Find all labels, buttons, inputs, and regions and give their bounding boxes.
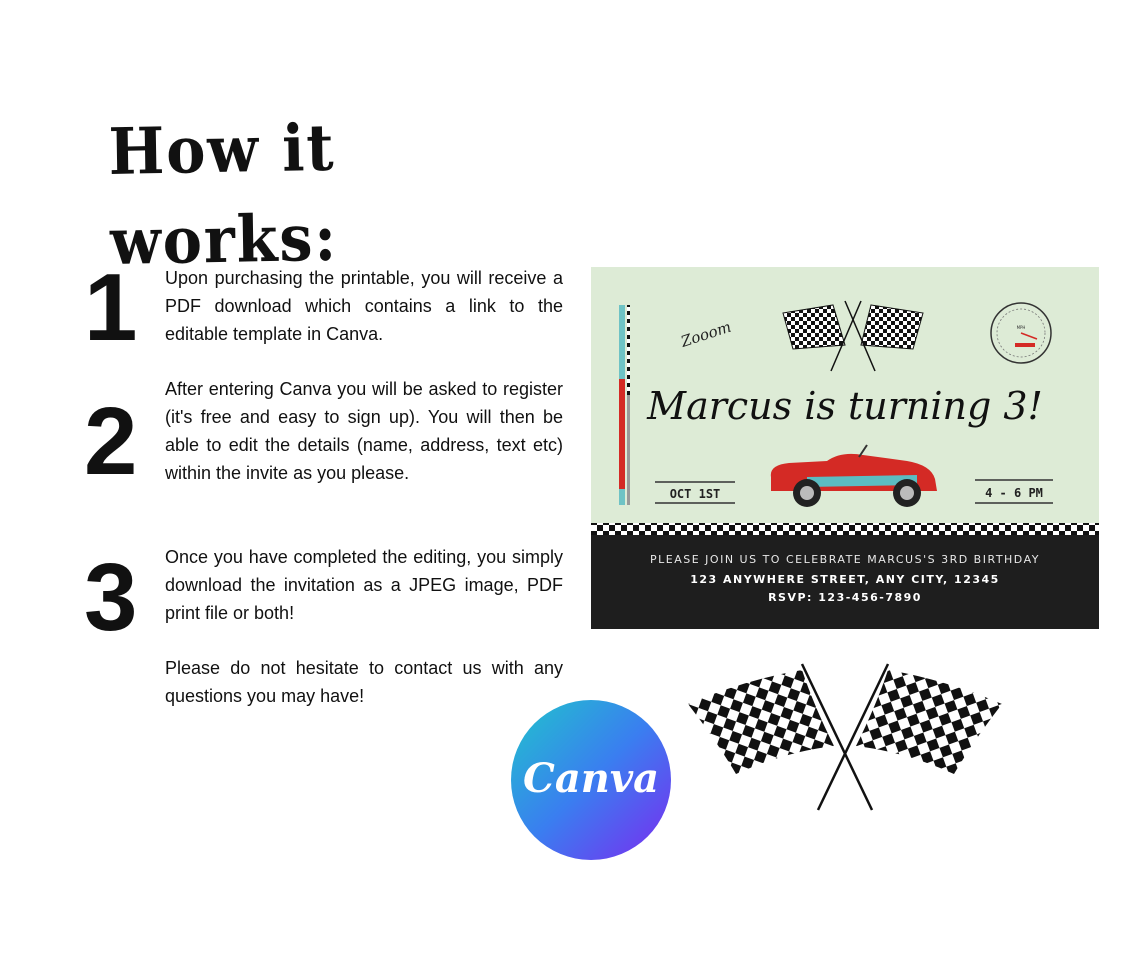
checkered-flags-icon: [684, 660, 1006, 816]
step-2-number: 2: [84, 388, 138, 495]
step-1-text: Upon purchasing the printable, you will receive a PDF download which contains a link to the editable template in Canva.: [165, 268, 563, 344]
step-2-text: After entering Canva you will be asked to register (it's free and easy to sign up). You will then be able to edit the details (name, address, text etc) within the invite as you please.: [165, 379, 563, 483]
heading: [108, 108, 588, 280]
canva-logo-text: Canva: [523, 755, 659, 802]
invite-time: 4 - 6 PM: [985, 486, 1043, 500]
invite-rsvp: RSVP: 123-456-7890: [768, 591, 922, 604]
invite-address: 123 ANYWHERE STREET, ANY CITY, 12345: [690, 573, 1000, 586]
side-stripe: [619, 305, 630, 505]
step-3-text: Once you have completed the editing, you simply download the invitation as a JPEG image, PDF print file or both!: [165, 547, 563, 623]
invite-date: OCT 1ST: [669, 487, 721, 501]
invite-celebrate-line: PLEASE JOIN US TO CELEBRATE MARCUS'S 3RD BIRTHDAY: [650, 553, 1040, 566]
invite-zoom-text: Zooom: [678, 317, 734, 351]
checkered-border: [591, 523, 1099, 535]
invitation-preview: [591, 267, 1099, 629]
heading-text: How it works:: [108, 110, 339, 280]
closing-note: Please do not hesitate to contact us with any questions you may have!: [165, 658, 563, 706]
speedometer-unit: MPH: [1016, 325, 1026, 330]
step-3-number: 3: [84, 544, 138, 651]
canva-logo-icon: [511, 700, 671, 860]
step-1-number: 1: [84, 254, 138, 361]
invite-headline: Marcus is turning 3!: [647, 384, 1043, 428]
